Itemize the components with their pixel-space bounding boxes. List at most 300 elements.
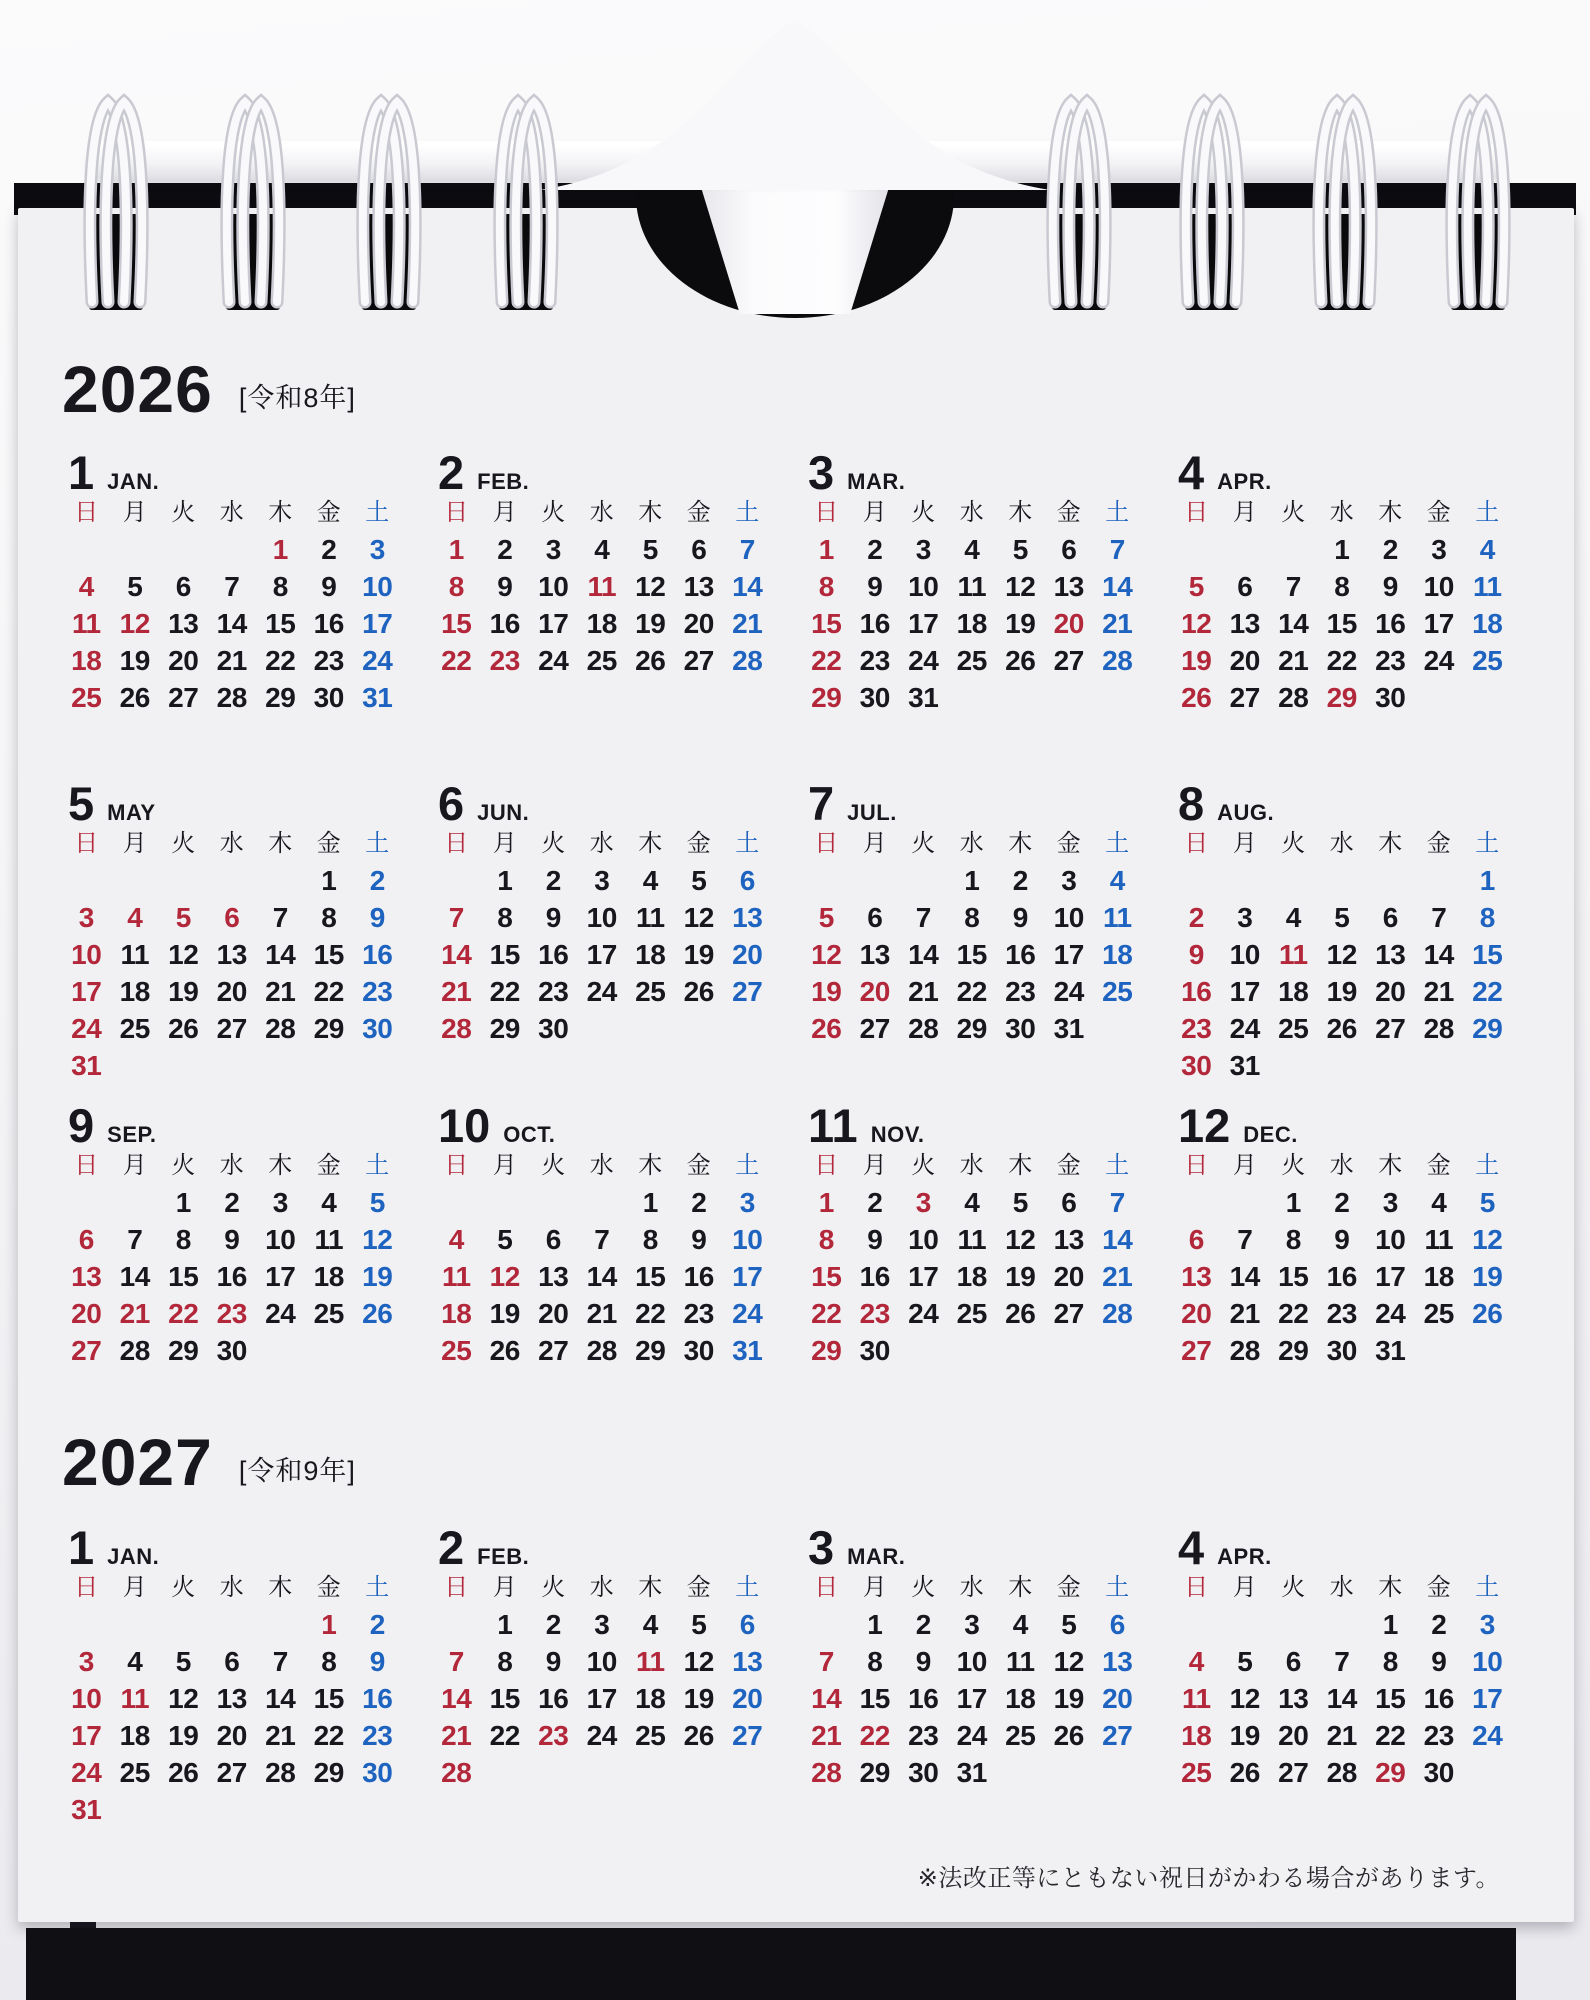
- binding-bar: [88, 141, 1502, 181]
- day-cell: 23: [683, 1298, 714, 1329]
- day-cell: 20: [732, 1683, 763, 1714]
- day-cell: 30: [362, 1013, 393, 1044]
- day-cell: 8: [818, 1224, 834, 1255]
- day-cell: 8: [1479, 902, 1495, 933]
- day-cell-empty: [256, 1791, 305, 1828]
- day-cell-empty: [208, 862, 257, 899]
- day-cell: 11: [1424, 1224, 1454, 1255]
- day-cell: 3: [915, 1187, 931, 1218]
- month-header: [62, 447, 402, 498]
- day-cell: 8: [321, 1646, 337, 1677]
- day-cell: 22: [811, 1298, 842, 1329]
- day-cell: 25: [635, 1720, 666, 1751]
- weekday-header-cell: 木: [1378, 830, 1403, 857]
- day-cell: 13: [71, 1261, 102, 1292]
- day-cell-empty: [1045, 679, 1094, 716]
- month-header: [1172, 778, 1512, 829]
- day-cell: 26: [1053, 1720, 1084, 1751]
- day-cell: 18: [635, 1683, 666, 1714]
- weekday-header-cell: 水: [1329, 830, 1354, 857]
- weekday-header-cell: 水: [1329, 1574, 1354, 1601]
- day-cell-empty: [159, 1791, 208, 1828]
- day-cell: 8: [497, 902, 513, 933]
- month-block-3: [802, 1522, 1142, 1828]
- day-cell: 17: [71, 976, 102, 1007]
- day-cell: 25: [635, 976, 666, 1007]
- day-cell: 20: [683, 608, 714, 639]
- weekday-header-cell: 日: [444, 1152, 469, 1179]
- day-cell-empty: [111, 1047, 160, 1084]
- day-cell-empty: [159, 862, 208, 899]
- weekday-header-cell: 日: [1184, 830, 1209, 857]
- month-number: 4: [1178, 446, 1205, 499]
- day-cell: 20: [1229, 645, 1260, 676]
- month-name: MAY: [107, 800, 156, 825]
- day-cell: 9: [1188, 939, 1204, 970]
- day-cell: 5: [369, 1187, 385, 1218]
- day-cell: 7: [448, 1646, 464, 1677]
- day-cell: 26: [683, 976, 714, 1007]
- day-cell: 13: [538, 1261, 569, 1292]
- day-cell: 16: [313, 608, 344, 639]
- day-cell: 16: [216, 1261, 247, 1292]
- day-cell: 3: [1431, 534, 1447, 565]
- day-cell: 1: [964, 865, 980, 896]
- day-cell: 2: [867, 534, 883, 565]
- day-cell: 17: [1375, 1261, 1406, 1292]
- day-cell: 31: [71, 1794, 102, 1825]
- day-cell: 14: [216, 608, 247, 639]
- weekday-header-cell: 木: [1378, 1574, 1403, 1601]
- day-cell: 16: [1181, 976, 1212, 1007]
- weekday-header-cell: 日: [444, 830, 469, 857]
- day-cell: 23: [1375, 645, 1406, 676]
- day-cell: 27: [732, 1720, 763, 1751]
- weekday-header-cell: 月: [492, 1574, 517, 1601]
- day-cell: 20: [168, 645, 199, 676]
- day-cell: 28: [441, 1013, 472, 1044]
- month-header: [432, 778, 772, 829]
- day-cell: 26: [683, 1720, 714, 1751]
- day-cell: 28: [265, 1757, 296, 1788]
- day-cell-empty: [1172, 531, 1221, 568]
- day-cell: 16: [362, 939, 393, 970]
- weekday-header-cell: 水: [589, 1574, 614, 1601]
- day-cell: 21: [441, 1720, 472, 1751]
- month-number: 6: [438, 777, 465, 830]
- day-cell-empty: [1366, 1047, 1415, 1084]
- day-cell: 16: [538, 1683, 569, 1714]
- day-cell: 18: [586, 608, 617, 639]
- day-cell: 5: [642, 534, 658, 565]
- day-cell-empty: [1221, 1606, 1270, 1643]
- month-grid: [802, 498, 1142, 716]
- weekday-header-cell: 金: [316, 830, 341, 857]
- weekday-header-cell: 火: [911, 499, 936, 526]
- weekday-header-cell: 木: [1008, 830, 1033, 857]
- backing-board-base: [26, 1928, 1516, 2000]
- weekday-header-cell: 日: [814, 830, 839, 857]
- day-cell: 20: [1102, 1683, 1133, 1714]
- day-cell: 27: [168, 682, 199, 713]
- day-cell-empty: [1366, 862, 1415, 899]
- day-cell: 26: [1181, 682, 1212, 713]
- day-cell: 27: [1053, 1298, 1084, 1329]
- day-cell: 24: [732, 1298, 763, 1329]
- weekday-header-cell: 水: [219, 830, 244, 857]
- day-cell: 23: [1326, 1298, 1357, 1329]
- weekday-header-cell: 木: [638, 1152, 663, 1179]
- day-cell: 2: [321, 534, 337, 565]
- month-band-2: [62, 778, 1522, 1084]
- day-cell: 20: [71, 1298, 102, 1329]
- punch-hole: [362, 214, 416, 310]
- day-cell: 22: [1326, 645, 1357, 676]
- day-cell: 17: [1229, 976, 1260, 1007]
- day-cell: 2: [224, 1187, 240, 1218]
- day-cell: 12: [168, 939, 199, 970]
- day-cell-empty: [1221, 1184, 1270, 1221]
- day-cell: 1: [175, 1187, 191, 1218]
- weekday-header-cell: 金: [1056, 830, 1081, 857]
- day-cell: 22: [489, 976, 520, 1007]
- day-cell: 12: [1053, 1646, 1084, 1677]
- day-cell: 1: [497, 865, 513, 896]
- day-cell: 1: [1382, 1609, 1398, 1640]
- day-cell: 16: [683, 1261, 714, 1292]
- day-cell: 28: [811, 1757, 842, 1788]
- day-cell: 11: [441, 1261, 471, 1292]
- day-cell: 14: [1326, 1683, 1357, 1714]
- day-cell: 30: [1375, 682, 1406, 713]
- day-cell: 18: [313, 1261, 344, 1292]
- day-cell: 25: [119, 1757, 150, 1788]
- weekday-header-cell: 金: [686, 1574, 711, 1601]
- day-cell: 28: [1102, 645, 1133, 676]
- weekday-header-cell: 木: [1008, 499, 1033, 526]
- day-cell: 27: [71, 1335, 102, 1366]
- day-cell: 2: [867, 1187, 883, 1218]
- weekday-header-cell: 日: [74, 1574, 99, 1601]
- weekday-header-cell: 火: [1281, 1574, 1306, 1601]
- day-cell: 24: [586, 976, 617, 1007]
- weekday-header-cell: 日: [814, 1152, 839, 1179]
- day-cell: 28: [216, 682, 247, 713]
- day-cell: 30: [362, 1757, 393, 1788]
- day-cell: 3: [964, 1609, 980, 1640]
- day-cell: 26: [1005, 645, 1036, 676]
- weekday-header-cell: 土: [365, 1574, 390, 1601]
- day-cell-empty: [899, 1332, 948, 1369]
- day-cell: 11: [1005, 1646, 1035, 1677]
- day-cell: 27: [1053, 645, 1084, 676]
- day-cell-empty: [1172, 1184, 1221, 1221]
- day-cell: 9: [321, 571, 337, 602]
- day-cell: 15: [168, 1261, 199, 1292]
- day-cell-empty: [62, 1606, 111, 1643]
- month-name: JAN.: [107, 469, 160, 494]
- weekday-header-cell: 火: [541, 1152, 566, 1179]
- day-cell: 1: [497, 1609, 513, 1640]
- day-cell: 3: [1237, 902, 1253, 933]
- day-cell: 1: [272, 534, 288, 565]
- month-grid: [1172, 829, 1512, 1084]
- day-cell-empty: [1093, 679, 1142, 716]
- month-grid: [62, 498, 402, 716]
- day-cell: 14: [265, 939, 296, 970]
- day-cell: 20: [1053, 608, 1084, 639]
- day-cell: 22: [168, 1298, 199, 1329]
- day-cell: 23: [313, 645, 344, 676]
- day-cell-empty: [111, 1184, 160, 1221]
- day-cell-empty: [62, 862, 111, 899]
- day-cell: 5: [691, 865, 707, 896]
- weekday-header-cell: 月: [1232, 1574, 1257, 1601]
- day-cell: 11: [587, 571, 617, 602]
- day-cell: 5: [1334, 902, 1350, 933]
- day-cell-empty: [159, 531, 208, 568]
- day-cell: 4: [1479, 534, 1495, 565]
- day-cell-empty: [1415, 679, 1464, 716]
- day-cell-empty: [111, 862, 160, 899]
- day-cell: 10: [1472, 1646, 1503, 1677]
- day-cell: 8: [497, 1646, 513, 1677]
- weekday-header-cell: 火: [171, 830, 196, 857]
- day-cell: 25: [1005, 1720, 1036, 1751]
- day-cell: 4: [1012, 1609, 1028, 1640]
- day-cell: 10: [1375, 1224, 1406, 1255]
- day-cell: 26: [489, 1335, 520, 1366]
- weekday-header-cell: 月: [1232, 830, 1257, 857]
- day-cell: 7: [224, 571, 240, 602]
- day-cell: 18: [1102, 939, 1133, 970]
- day-cell: 19: [1053, 1683, 1084, 1714]
- day-cell: 30: [1423, 1757, 1454, 1788]
- day-cell: 29: [313, 1013, 344, 1044]
- day-cell: 28: [441, 1757, 472, 1788]
- day-cell-empty: [111, 531, 160, 568]
- day-cell-empty: [675, 1010, 724, 1047]
- weekday-header-cell: 月: [492, 830, 517, 857]
- weekday-header-cell: 木: [638, 1574, 663, 1601]
- month-grid: [62, 1151, 402, 1369]
- day-cell: 7: [1237, 1224, 1253, 1255]
- day-cell: 12: [683, 902, 714, 933]
- day-cell: 31: [1053, 1013, 1084, 1044]
- day-cell: 22: [265, 645, 296, 676]
- day-cell: 27: [538, 1335, 569, 1366]
- day-cell: 10: [538, 571, 569, 602]
- day-cell: 9: [1431, 1646, 1447, 1677]
- day-cell-empty: [159, 1606, 208, 1643]
- day-cell: 21: [908, 976, 939, 1007]
- month-header: [802, 1522, 1142, 1573]
- day-cell: 19: [635, 608, 666, 639]
- day-cell: 18: [956, 608, 987, 639]
- day-cell: 17: [71, 1720, 102, 1751]
- day-cell: 15: [1326, 608, 1357, 639]
- day-cell: 6: [1061, 1187, 1077, 1218]
- day-cell: 5: [1061, 1609, 1077, 1640]
- month-header: [1172, 1100, 1512, 1151]
- weekday-header-cell: 月: [122, 499, 147, 526]
- day-cell: 12: [1229, 1683, 1260, 1714]
- day-cell: 6: [224, 1646, 240, 1677]
- day-cell-empty: [996, 1754, 1045, 1791]
- day-cell-empty: [802, 862, 851, 899]
- day-cell: 21: [1278, 645, 1309, 676]
- day-cell-empty: [529, 1184, 578, 1221]
- day-cell: 10: [908, 1224, 939, 1255]
- day-cell-empty: [1463, 1332, 1512, 1369]
- weekday-header-cell: 水: [1329, 1152, 1354, 1179]
- day-cell-empty: [1093, 1754, 1142, 1791]
- day-cell: 27: [216, 1013, 247, 1044]
- weekday-header-cell: 土: [1475, 1152, 1500, 1179]
- day-cell: 21: [119, 1298, 150, 1329]
- day-cell: 28: [1423, 1013, 1454, 1044]
- day-cell: 30: [683, 1335, 714, 1366]
- day-cell-empty: [626, 1010, 675, 1047]
- day-cell: 8: [818, 571, 834, 602]
- weekday-header-cell: 水: [219, 1152, 244, 1179]
- day-cell: 15: [489, 939, 520, 970]
- day-cell: 24: [586, 1720, 617, 1751]
- weekday-header-cell: 金: [1426, 1574, 1451, 1601]
- day-cell: 11: [635, 902, 665, 933]
- weekday-header-cell: 金: [686, 1152, 711, 1179]
- day-cell: 17: [586, 1683, 617, 1714]
- day-cell: 24: [1229, 1013, 1260, 1044]
- month-block-2: [432, 447, 772, 716]
- day-cell: 23: [489, 645, 520, 676]
- day-cell-empty: [723, 1754, 772, 1791]
- day-cell: 25: [1181, 1757, 1212, 1788]
- day-cell-empty: [353, 1791, 402, 1828]
- day-cell: 13: [683, 571, 714, 602]
- day-cell-empty: [432, 862, 481, 899]
- day-cell: 20: [1053, 1261, 1084, 1292]
- month-grid: [802, 1573, 1142, 1791]
- weekday-header-cell: 水: [1329, 499, 1354, 526]
- month-block-7: [802, 778, 1142, 1084]
- day-cell: 8: [1334, 571, 1350, 602]
- day-cell: 18: [119, 976, 150, 1007]
- day-cell: 8: [175, 1224, 191, 1255]
- day-cell: 29: [811, 682, 842, 713]
- day-cell: 17: [1423, 608, 1454, 639]
- day-cell: 16: [538, 939, 569, 970]
- day-cell: 27: [1102, 1720, 1133, 1751]
- year-header-2027: [62, 1425, 356, 1499]
- day-cell: 2: [1431, 1609, 1447, 1640]
- day-cell: 6: [867, 902, 883, 933]
- weekday-header-cell: 火: [911, 830, 936, 857]
- weekday-header-cell: 土: [735, 1574, 760, 1601]
- day-cell: 18: [1423, 1261, 1454, 1292]
- weekday-header-cell: 土: [1105, 1152, 1130, 1179]
- month-header: [1172, 1522, 1512, 1573]
- day-cell: 10: [586, 902, 617, 933]
- day-cell-empty: [208, 1791, 257, 1828]
- weekday-header-cell: 日: [444, 1574, 469, 1601]
- month-block-1: [62, 447, 402, 716]
- month-number: 4: [1178, 1521, 1205, 1574]
- day-cell: 12: [119, 608, 150, 639]
- punch-hole: [226, 214, 280, 310]
- day-cell: 21: [1326, 1720, 1357, 1751]
- day-cell: 29: [635, 1335, 666, 1366]
- day-cell-empty: [1269, 1606, 1318, 1643]
- day-cell: 13: [1053, 571, 1084, 602]
- day-cell: 8: [867, 1646, 883, 1677]
- day-cell: 11: [957, 1224, 987, 1255]
- day-cell-empty: [1318, 862, 1367, 899]
- day-cell: 31: [1375, 1335, 1406, 1366]
- day-cell: 16: [908, 1683, 939, 1714]
- day-cell: 29: [956, 1013, 987, 1044]
- day-cell: 3: [1479, 1609, 1495, 1640]
- weekday-header-cell: 火: [911, 1574, 936, 1601]
- day-cell-empty: [1415, 862, 1464, 899]
- weekday-header-cell: 日: [814, 1574, 839, 1601]
- day-cell: 8: [321, 902, 337, 933]
- day-cell: 15: [313, 939, 344, 970]
- day-cell: 3: [78, 1646, 94, 1677]
- day-cell: 7: [739, 534, 755, 565]
- day-cell: 21: [265, 976, 296, 1007]
- day-cell: 20: [538, 1298, 569, 1329]
- day-cell: 25: [1472, 645, 1503, 676]
- day-cell: 18: [71, 645, 102, 676]
- day-cell: 22: [1375, 1720, 1406, 1751]
- day-cell-empty: [1269, 531, 1318, 568]
- weekday-header-cell: 土: [1475, 830, 1500, 857]
- day-cell: 4: [1109, 865, 1125, 896]
- year-header-2026: [62, 352, 356, 426]
- day-cell: 8: [964, 902, 980, 933]
- day-cell: 11: [120, 1683, 150, 1714]
- day-cell: 29: [811, 1335, 842, 1366]
- day-cell: 3: [1382, 1187, 1398, 1218]
- day-cell-empty: [1221, 531, 1270, 568]
- day-cell: 23: [1005, 976, 1036, 1007]
- day-cell: 22: [313, 976, 344, 1007]
- month-block-12: [1172, 1100, 1512, 1369]
- punch-hole: [1185, 214, 1239, 310]
- day-cell: 25: [119, 1013, 150, 1044]
- day-cell: 18: [441, 1298, 472, 1329]
- day-cell: 4: [1285, 902, 1301, 933]
- day-cell-empty: [1172, 862, 1221, 899]
- day-cell: 4: [1431, 1187, 1447, 1218]
- day-cell: 29: [1375, 1757, 1406, 1788]
- day-cell: 23: [859, 645, 890, 676]
- day-cell: 25: [441, 1335, 472, 1366]
- day-cell: 14: [119, 1261, 150, 1292]
- month-band-1: [62, 447, 1522, 716]
- day-cell: 22: [859, 1720, 890, 1751]
- punch-hole: [1318, 214, 1372, 310]
- day-cell: 5: [1012, 534, 1028, 565]
- day-cell: 29: [1472, 1013, 1503, 1044]
- month-name: JUN.: [477, 800, 530, 825]
- day-cell: 3: [369, 534, 385, 565]
- day-cell-empty: [1318, 1606, 1367, 1643]
- day-cell: 10: [71, 1683, 102, 1714]
- day-cell: 2: [691, 1187, 707, 1218]
- day-cell: 19: [362, 1261, 393, 1292]
